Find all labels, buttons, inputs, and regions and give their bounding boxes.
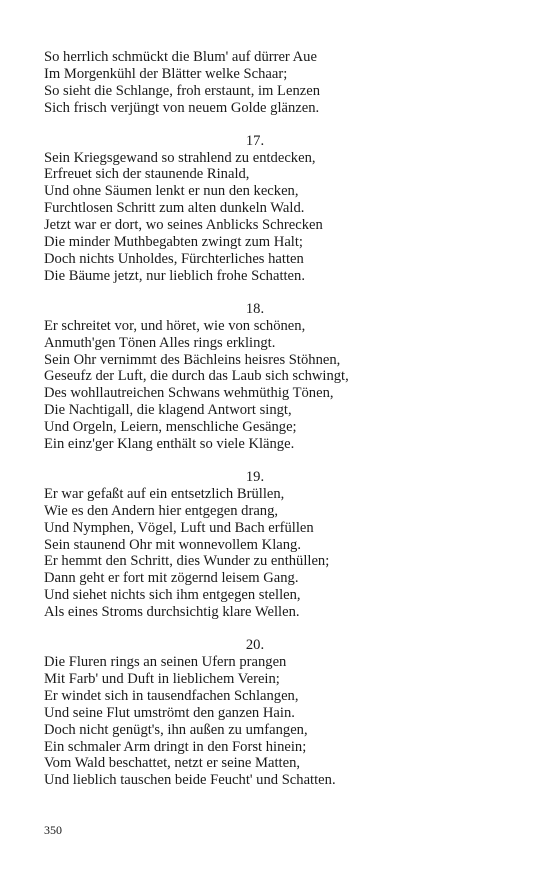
verse-line: Und ohne Säumen lenkt er nun den kecken, bbox=[44, 183, 299, 200]
verse-line: Erfreuet sich der staunende Rinald, bbox=[44, 166, 250, 183]
stanza-number: 17. bbox=[245, 132, 265, 149]
verse-line: Und Orgeln, Leiern, menschliche Gesänge; bbox=[44, 419, 297, 436]
verse-line: Und siehet nichts sich ihm entgegen stellen, bbox=[44, 587, 301, 604]
verse-line: Des wohllautreichen Schwans wehmüthig Tönen, bbox=[44, 385, 334, 402]
verse-line: Und Nymphen, Vögel, Luft und Bach erfüllen bbox=[44, 519, 314, 536]
verse-line: Ein einz'ger Klang enthält so viele Klänge. bbox=[44, 436, 295, 453]
stanza-number: 20. bbox=[245, 637, 265, 654]
verse-line: Sein Kriegsgewand so strahlend zu entdecken, bbox=[44, 149, 316, 166]
verse-line: Doch nichts Unholdes, Fürchterliches hatten bbox=[44, 250, 304, 267]
verse-line: Sein staunend Ohr mit wonnevollem Klang. bbox=[44, 536, 301, 553]
verse-line: Er hemmt den Schritt, dies Wunder zu enthüllen; bbox=[44, 553, 330, 570]
verse-line: So sieht die Schlange, froh erstaunt, im Lenzen bbox=[44, 82, 320, 99]
stanza-16-continuation bbox=[44, 49, 514, 117]
verse-line: Sein Ohr vernimmt des Bächleins heisres Stöhnen, bbox=[44, 351, 341, 368]
verse-line: Jetzt war er dort, wo seines Anblicks Schrecken bbox=[44, 217, 323, 234]
verse-line: Die minder Muthbegabten zwingt zum Halt; bbox=[44, 234, 303, 251]
verse-line: Die Nachtigall, die klagend Antwort singt, bbox=[44, 402, 292, 419]
verse-line: Sich frisch verjüngt von neuem Golde glänzen. bbox=[44, 99, 320, 116]
stanza-17 bbox=[44, 133, 514, 285]
stanza-19 bbox=[44, 469, 514, 621]
stanza-18 bbox=[44, 301, 514, 453]
verse-line: Geseufz der Luft, die durch das Laub sich schwingt, bbox=[44, 368, 349, 385]
stanza-20 bbox=[44, 637, 514, 789]
verse-line: Und lieblich tauschen beide Feucht' und Schatten. bbox=[44, 772, 336, 789]
verse-line: Anmuth'gen Tönen Alles rings erklingt. bbox=[44, 334, 276, 351]
verse-line: Die Bäume jetzt, nur lieblich frohe Schatten. bbox=[44, 267, 305, 284]
verse-line: So herrlich schmückt die Blum' auf dürrer Aue bbox=[44, 49, 317, 65]
verse-line: Doch nicht genügt's, ihn außen zu umfangen, bbox=[44, 721, 308, 738]
verse-line: Wie es den Andern hier entgegen drang, bbox=[44, 502, 279, 519]
verse-line: Furchtlosen Schritt zum alten dunkeln Wald. bbox=[44, 200, 305, 217]
verse-line: Er war gefaßt auf ein entsetzlich Brüllen, bbox=[44, 485, 285, 502]
verse-line: Ein schmaler Arm dringt in den Forst hinein; bbox=[44, 738, 307, 755]
stanza-number: 19. bbox=[245, 468, 265, 485]
poem-text bbox=[44, 49, 514, 789]
verse-line: Er schreitet vor, und höret, wie von schönen, bbox=[44, 317, 306, 334]
verse-line: Dann geht er fort mit zögernd leisem Gang. bbox=[44, 570, 299, 587]
page-number: 350 bbox=[44, 823, 62, 837]
verse-line: Im Morgenkühl der Blätter welke Schaar; bbox=[44, 65, 288, 82]
verse-line: Er windet sich in tausendfachen Schlangen, bbox=[44, 687, 299, 704]
verse-line: Und seine Flut umströmt den ganzen Hain. bbox=[44, 704, 295, 721]
verse-line: Vom Wald beschattet, netzt er seine Matten, bbox=[44, 755, 301, 772]
stanza-number: 18. bbox=[245, 300, 265, 317]
verse-line: Mit Farb' und Duft in lieblichem Verein; bbox=[44, 670, 280, 687]
verse-line: Die Fluren rings an seinen Ufern prangen bbox=[44, 654, 287, 670]
verse-line: Als eines Stroms durchsichtig klare Wellen. bbox=[44, 604, 300, 621]
